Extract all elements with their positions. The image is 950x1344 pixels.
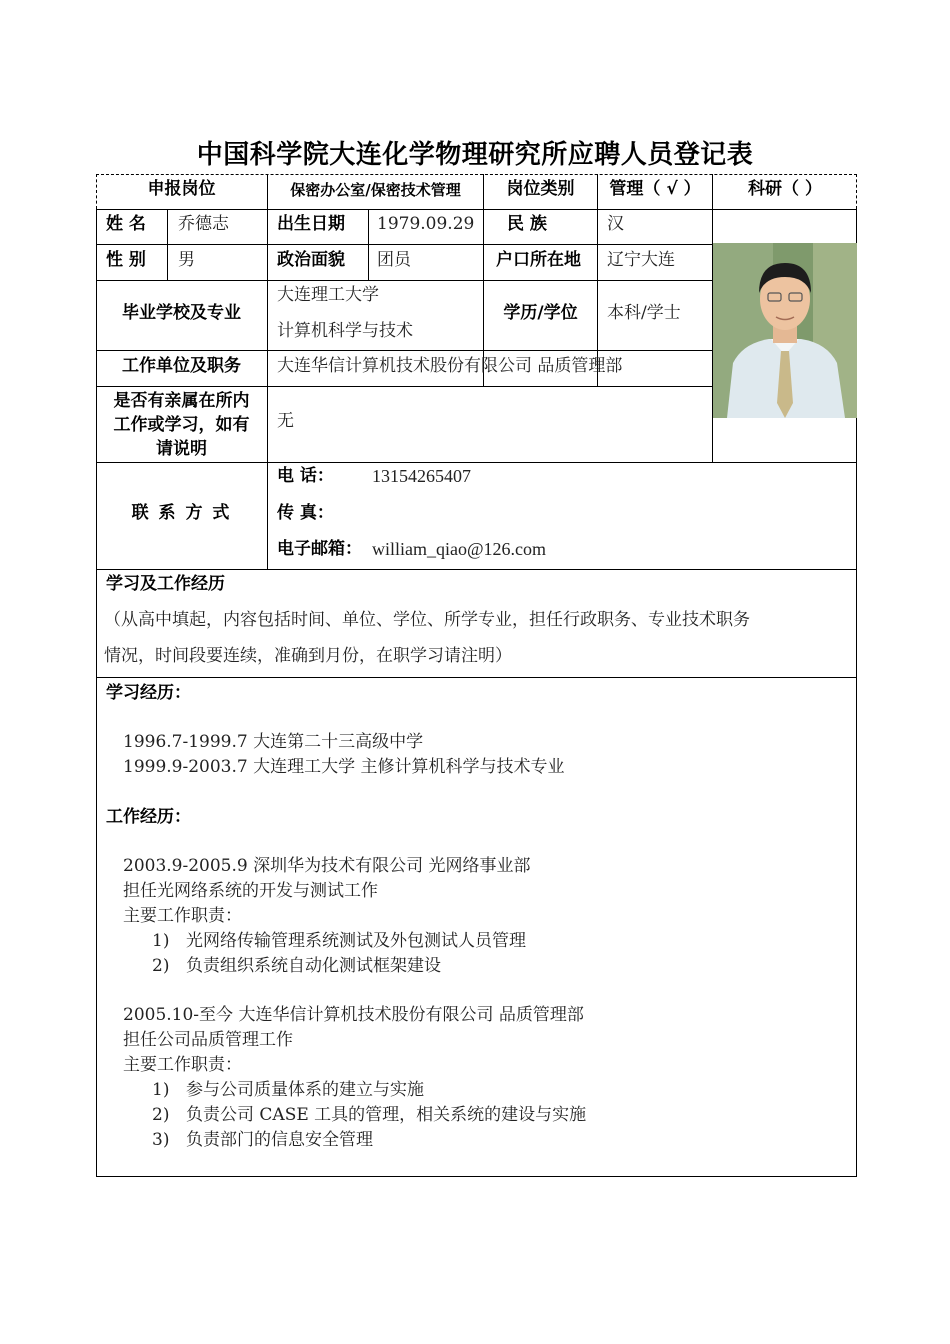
research-option[interactable]: 科研（ ）: [748, 179, 822, 199]
name-value: 乔德志: [178, 214, 229, 234]
hukou-label: 户口所在地: [496, 250, 581, 270]
job2-duty: 负责部门的信息安全管理: [186, 1130, 373, 1150]
portrait-image: [713, 243, 857, 418]
row-divider: [96, 569, 857, 570]
employer-label: 工作单位及职务: [122, 356, 241, 376]
birth-date-value: 1979.09.29: [377, 214, 475, 234]
employer-value: 大连华信计算机技术股份有限公司 品质管理部: [277, 356, 623, 376]
phone-label: 电 话：: [277, 466, 334, 486]
ethnicity-value: 汉: [607, 214, 624, 234]
relative-label-line1: 是否有亲属在所内: [113, 391, 250, 411]
job1-duty: 负责组织系统自动化测试框架建设: [186, 956, 441, 976]
job2-duty: 负责公司 CASE 工具的管理，相关系统的建设与实施: [186, 1105, 587, 1125]
list-number: 3): [152, 1130, 170, 1150]
birth-date-label: 出生日期: [277, 214, 345, 234]
email-label: 电子邮箱：: [277, 539, 362, 559]
job1-duty: 光网络传输管理系统测试及外包测试人员管理: [186, 931, 526, 951]
applicant-photo: [713, 243, 857, 418]
email-value: william_qiao@126.com: [372, 539, 547, 559]
list-number: 2): [152, 956, 170, 976]
apply-post-value: 保密办公室/保密技术管理: [290, 181, 461, 199]
political-status-value: 团员: [377, 250, 411, 270]
management-option[interactable]: 管理（ √ ）: [609, 179, 701, 199]
job2-period: 2005.10-至今 大连华信计算机技术股份有限公司 品质管理部: [123, 1005, 584, 1025]
history-heading: 学习及工作经历: [106, 574, 225, 594]
hukou-value: 辽宁大连: [607, 250, 675, 270]
name-label: 姓 名: [106, 214, 146, 234]
registration-form: [96, 174, 857, 1177]
bottom-border: [96, 1176, 857, 1177]
major-value: 计算机科学与技术: [277, 321, 413, 341]
row-divider: [96, 209, 857, 210]
degree-value: 本科/学士: [607, 303, 681, 323]
col-divider: [368, 209, 369, 280]
job2-duty-label: 主要工作职责：: [123, 1055, 242, 1075]
job2-duty: 参与公司质量体系的建立与实施: [186, 1080, 424, 1100]
fax-label: 传 真：: [277, 503, 334, 523]
row-divider: [96, 244, 713, 245]
row-divider: [96, 677, 857, 678]
top-border: [96, 174, 857, 175]
contact-label: 联 系 方 式: [131, 503, 232, 523]
relative-value: 无: [277, 411, 294, 431]
school-value: 大连理工大学: [277, 285, 379, 305]
list-number: 2): [152, 1105, 170, 1125]
apply-post-label: 申报岗位: [147, 179, 216, 199]
job1-role: 担任光网络系统的开发与测试工作: [123, 881, 378, 901]
form-title: 中国科学院大连化学物理研究所应聘人员登记表: [196, 140, 754, 170]
row-divider: [96, 462, 857, 463]
job1-duty-label: 主要工作职责：: [123, 906, 242, 926]
work-heading: 工作经历：: [106, 807, 191, 827]
job1-period: 2003.9-2005.9 深圳华为技术有限公司 光网络事业部: [123, 856, 531, 876]
col-divider: [267, 174, 268, 569]
job2-role: 担任公司品质管理工作: [123, 1030, 293, 1050]
relative-label-line2: 工作或学习，如有: [113, 415, 250, 435]
gender-value: 男: [178, 250, 195, 270]
row-divider: [96, 280, 713, 281]
school-major-label: 毕业学校及专业: [122, 303, 241, 323]
political-status-label: 政治面貌: [277, 250, 345, 270]
study-item: 1996.7-1999.7 大连第二十三高级中学: [123, 732, 424, 752]
row-divider: [96, 386, 713, 387]
degree-label: 学历/学位: [503, 303, 578, 323]
history-note-line1: （从高中填起，内容包括时间、单位、学位、所学专业，担任行政职务、专业技术职务: [104, 610, 750, 630]
col-divider: [167, 209, 168, 280]
post-category-label: 岗位类别: [506, 179, 575, 199]
study-heading: 学习经历：: [106, 683, 191, 703]
list-number: 1): [152, 1080, 170, 1100]
gender-label: 性 别: [106, 250, 146, 270]
row-divider: [96, 350, 713, 351]
study-item: 1999.9-2003.7 大连理工大学 主修计算机科学与技术专业: [123, 757, 565, 777]
list-number: 1): [152, 931, 170, 951]
history-note-line2: 情况，时间段要连续，准确到月份，在职学习请注明）: [104, 646, 512, 666]
relative-label-line3: 请说明: [156, 439, 207, 459]
phone-value: 13154265407: [372, 466, 471, 486]
ethnicity-label: 民 族: [507, 214, 547, 234]
